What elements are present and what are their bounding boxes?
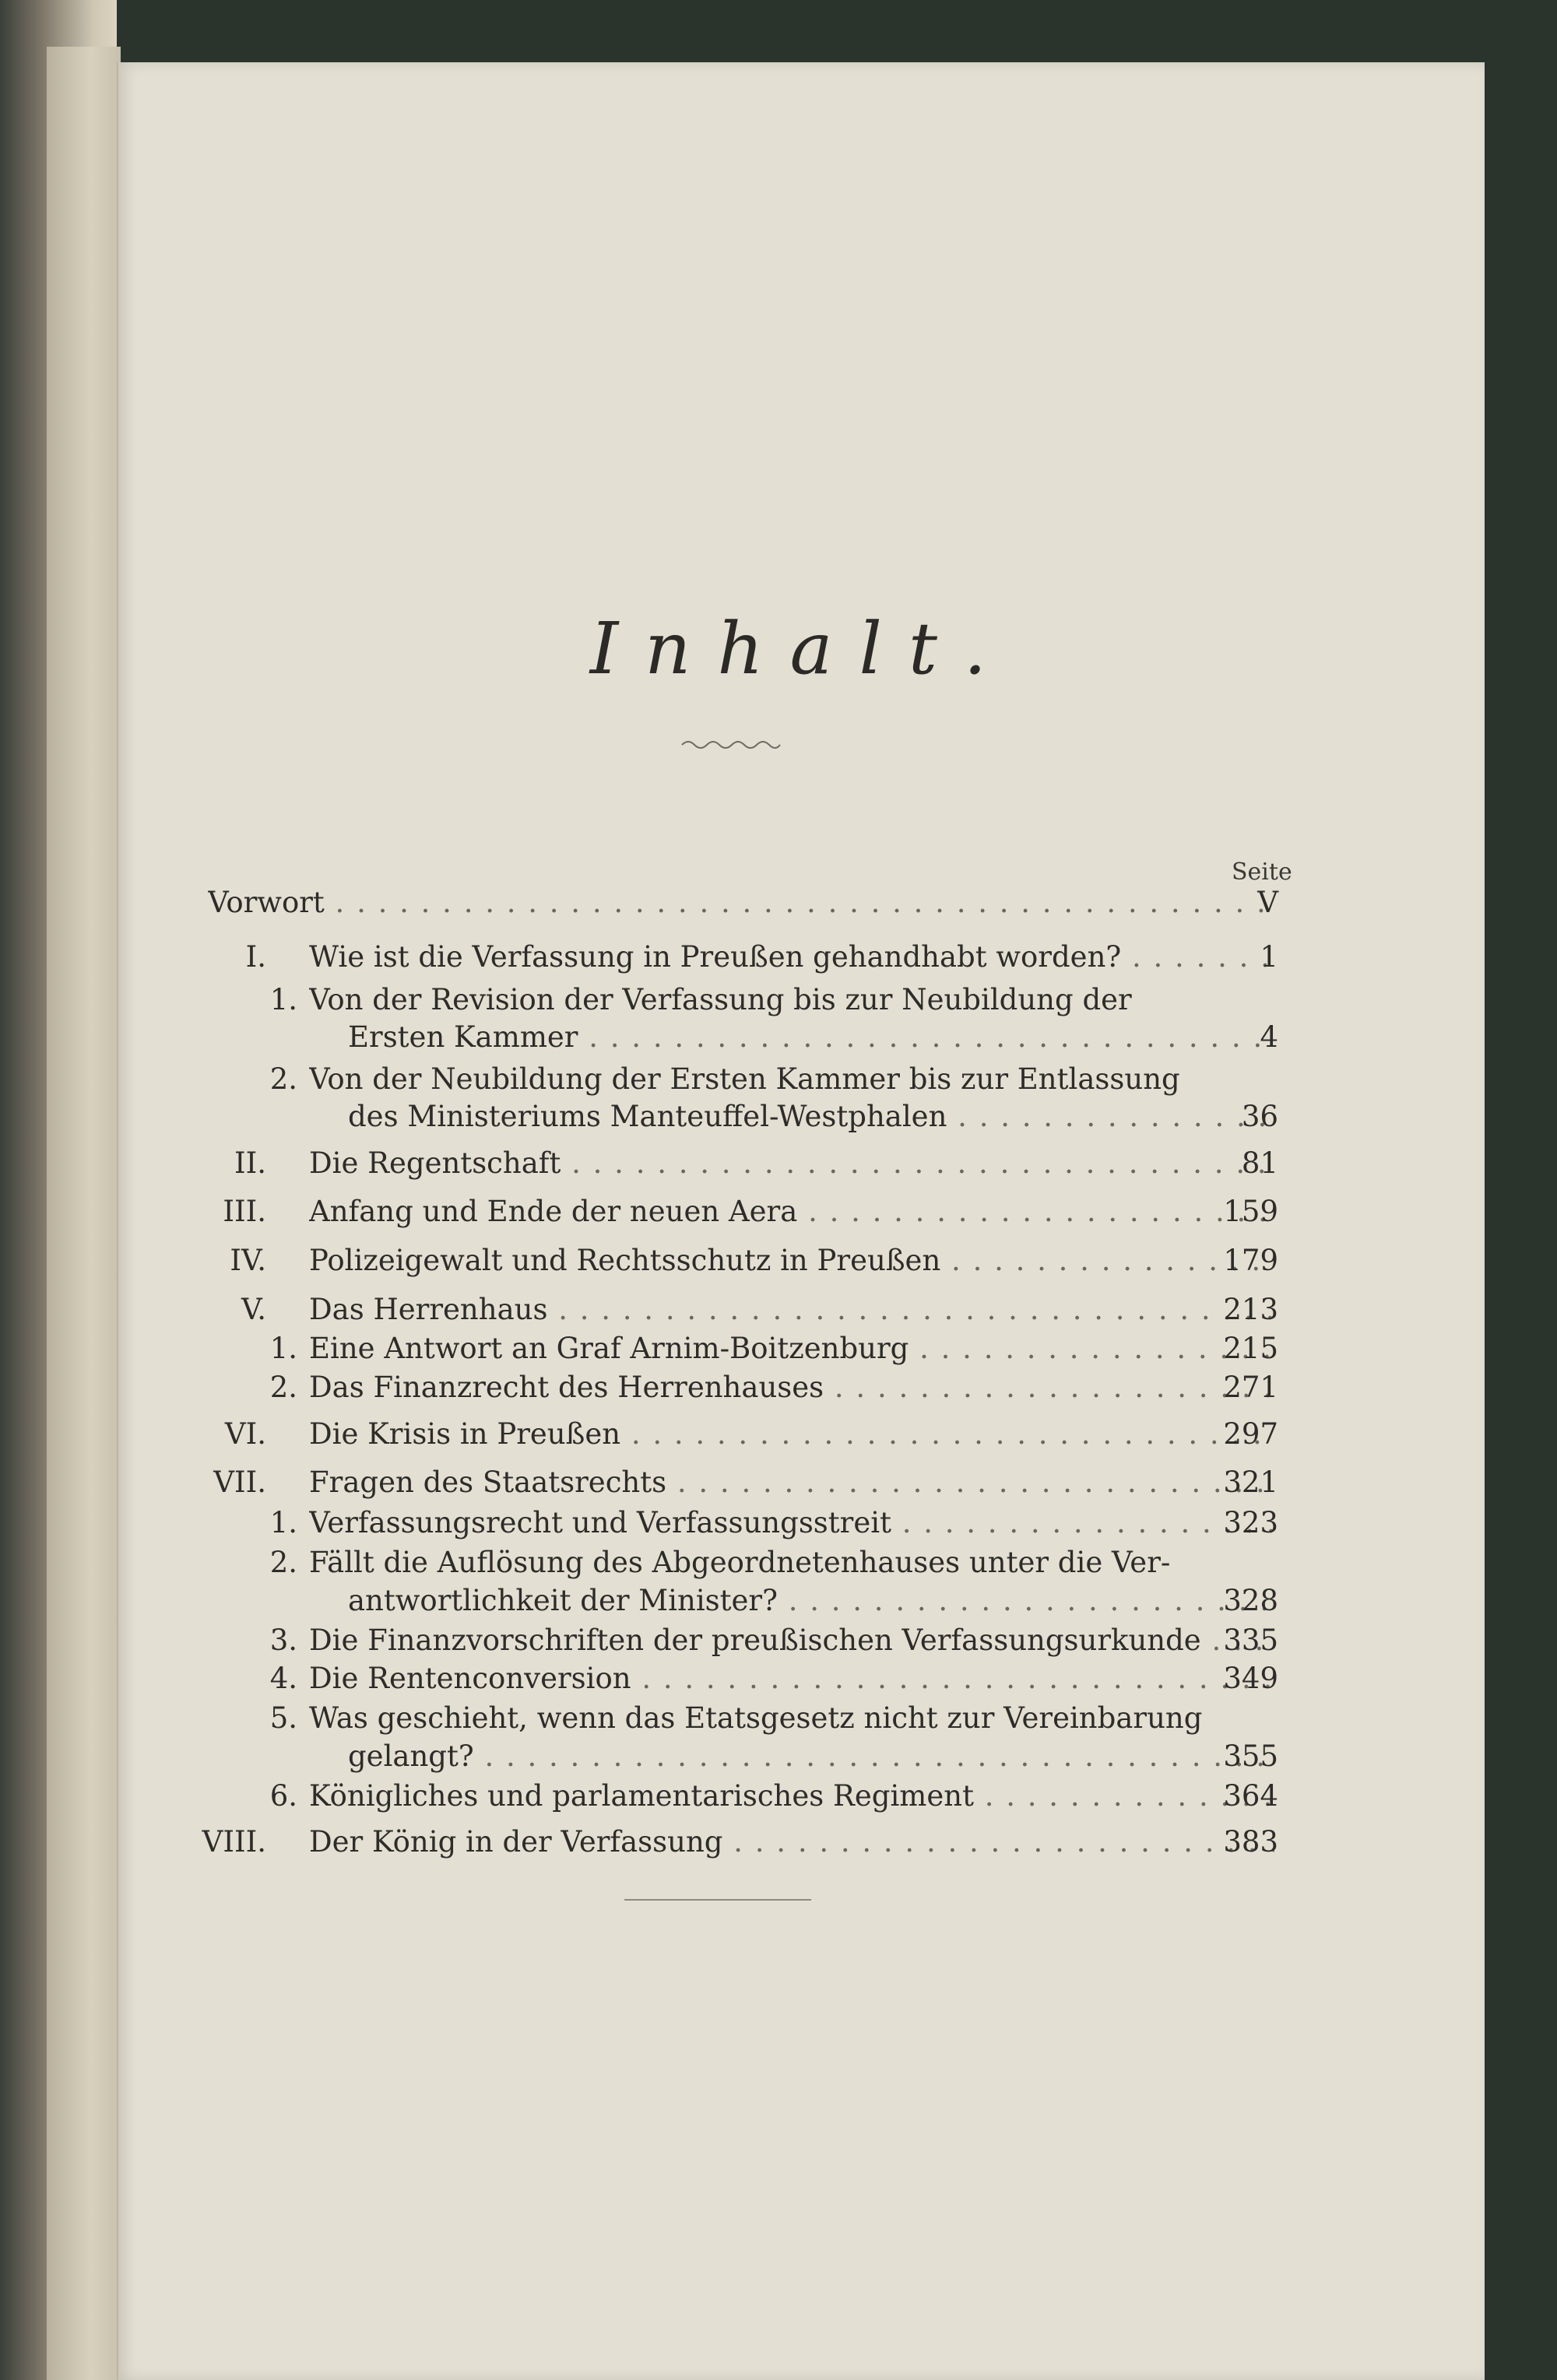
toc-entry [118,1415,1485,1454]
table-of-contents [118,62,1485,2380]
toc-subentry [118,1504,1485,1543]
toc-entry-title: Was geschieht, wenn das Etatsgesetz nicht zur Vereinbarung [309,1701,1203,1735]
toc-entry-number: 3. [269,1624,297,1657]
toc-entry [118,1823,1485,1862]
toc-entry-page: 297 [1223,1417,1278,1451]
toc-entry-number: I. [245,940,266,974]
toc-entry-title: Ersten Kammer . . . [348,1018,1274,1057]
toc-entry-title: Verfassungsrecht und Verfassungsstreit . . . [309,1504,1274,1543]
toc-subentry [118,1329,1485,1368]
book-page [117,62,1485,2380]
toc-entry [118,1241,1485,1280]
toc-entry-number: VII. [213,1466,266,1499]
toc-entry-page: 271 [1223,1371,1278,1404]
toc-entry-page: 355 [1223,1739,1278,1773]
facing-page-edge [47,47,121,2380]
toc-entry-page: 81 [1241,1146,1278,1180]
toc-entry [118,938,1485,977]
bottom-rule [624,1899,811,1901]
toc-entry-page: 159 [1223,1195,1278,1228]
toc-entry-number: 1. [269,1332,297,1365]
toc-entry-number: 1. [269,983,297,1016]
toc-entry-number: 2. [269,1371,297,1404]
toc-entry-number: V. [241,1293,266,1326]
toc-entry-number: VI. [224,1417,266,1451]
toc-entry-page: 4 [1260,1020,1278,1054]
toc-entry-number: VIII. [202,1825,266,1859]
toc-entry-number: 6. [269,1779,297,1813]
page-column-header: Seite [1232,858,1292,886]
toc-entry-title: antwortlichkeit der Minister? . . . [348,1581,1274,1620]
toc-entry-title: Die Regentschaft . . . [309,1144,1274,1183]
toc-entry-page: 328 [1223,1584,1278,1617]
toc-entry-title: des Ministeriums Manteuffel-Westphalen . . . [348,1097,1274,1136]
toc-entry-page: 335 [1223,1624,1278,1657]
toc-entry-page: 179 [1223,1244,1278,1277]
toc-subentry-continuation [118,1581,1485,1620]
toc-entry-title: Das Finanzrecht des Herrenhauses . . . [309,1368,1274,1407]
page-title: Inhalt. [589,607,1014,690]
toc-entry-page: 323 [1223,1506,1278,1539]
toc-entry-title: Königliches und parlamentarisches Regiment . . . [309,1777,1274,1816]
toc-subentry [118,1777,1485,1816]
toc-entry-page: 383 [1223,1825,1278,1859]
toc-subentry-continuation [118,1737,1485,1776]
toc-entry [118,1192,1485,1231]
toc-entry-page: 213 [1223,1293,1278,1326]
toc-entry-title: Vorwort . . . [208,883,1274,922]
toc-subentry [118,1060,1485,1099]
toc-entry [118,883,1485,922]
toc-subentry [118,1621,1485,1660]
toc-entry-title: Die Finanzvorschriften der preußischen Verfassungsurkunde . . . [309,1621,1274,1660]
toc-entry-title: gelangt? . . . [348,1737,1274,1776]
toc-subentry-continuation [118,1097,1485,1136]
toc-entry-title: Die Krisis in Preußen . . . [309,1415,1274,1454]
toc-entry [118,1290,1485,1329]
toc-entry-page: V [1257,886,1278,919]
toc-entry-page: 349 [1223,1662,1278,1695]
toc-entry-page: 364 [1223,1779,1278,1813]
toc-entry-number: 2. [269,1062,297,1096]
toc-entry-title: Von der Neubildung der Ersten Kammer bis zur Entlassung [309,1062,1180,1096]
toc-entry-number: 4. [269,1662,297,1695]
toc-entry-title: Die Rentenconversion . . . [309,1659,1274,1698]
toc-entry-page: 215 [1223,1332,1278,1365]
toc-entry-title: Polizeigewalt und Rechtsschutz in Preußen . . . [309,1241,1274,1280]
toc-entry-title: Wie ist die Verfassung in Preußen gehandhabt worden? . . . [309,938,1274,977]
toc-entry-title: Das Herrenhaus . . . [309,1290,1274,1329]
toc-entry-page: 1 [1260,940,1278,974]
toc-subentry [118,1368,1485,1407]
toc-entry-number: II. [234,1146,266,1180]
toc-entry-title: Anfang und Ende der neuen Aera . . . [309,1192,1274,1231]
toc-subentry [118,1699,1485,1738]
toc-entry-number: 5. [269,1701,297,1735]
toc-entry-page: 36 [1241,1100,1278,1133]
toc-entry-page: 321 [1223,1466,1278,1499]
toc-subentry [118,1659,1485,1698]
toc-entry-title: Eine Antwort an Graf Arnim-Boitzenburg . . . [309,1329,1274,1368]
toc-entry-title: Der König in der Verfassung . . . [309,1823,1274,1862]
toc-entry-title: Fragen des Staatsrechts . . . [309,1463,1274,1502]
toc-entry [118,1144,1485,1183]
toc-entry-title: Von der Revision der Verfassung bis zur Neubildung der [309,983,1132,1016]
toc-subentry [118,981,1485,1020]
toc-entry-number: 1. [269,1506,297,1539]
toc-entry-number: III. [223,1195,266,1228]
toc-entry [118,1463,1485,1502]
toc-entry-number: IV. [230,1244,266,1277]
toc-subentry-continuation [118,1018,1485,1057]
toc-entry-title: Fällt die Auflösung des Abgeordnetenhauses unter die Ver- [309,1546,1171,1579]
toc-subentry [118,1543,1485,1582]
toc-entry-number: 2. [269,1546,297,1579]
